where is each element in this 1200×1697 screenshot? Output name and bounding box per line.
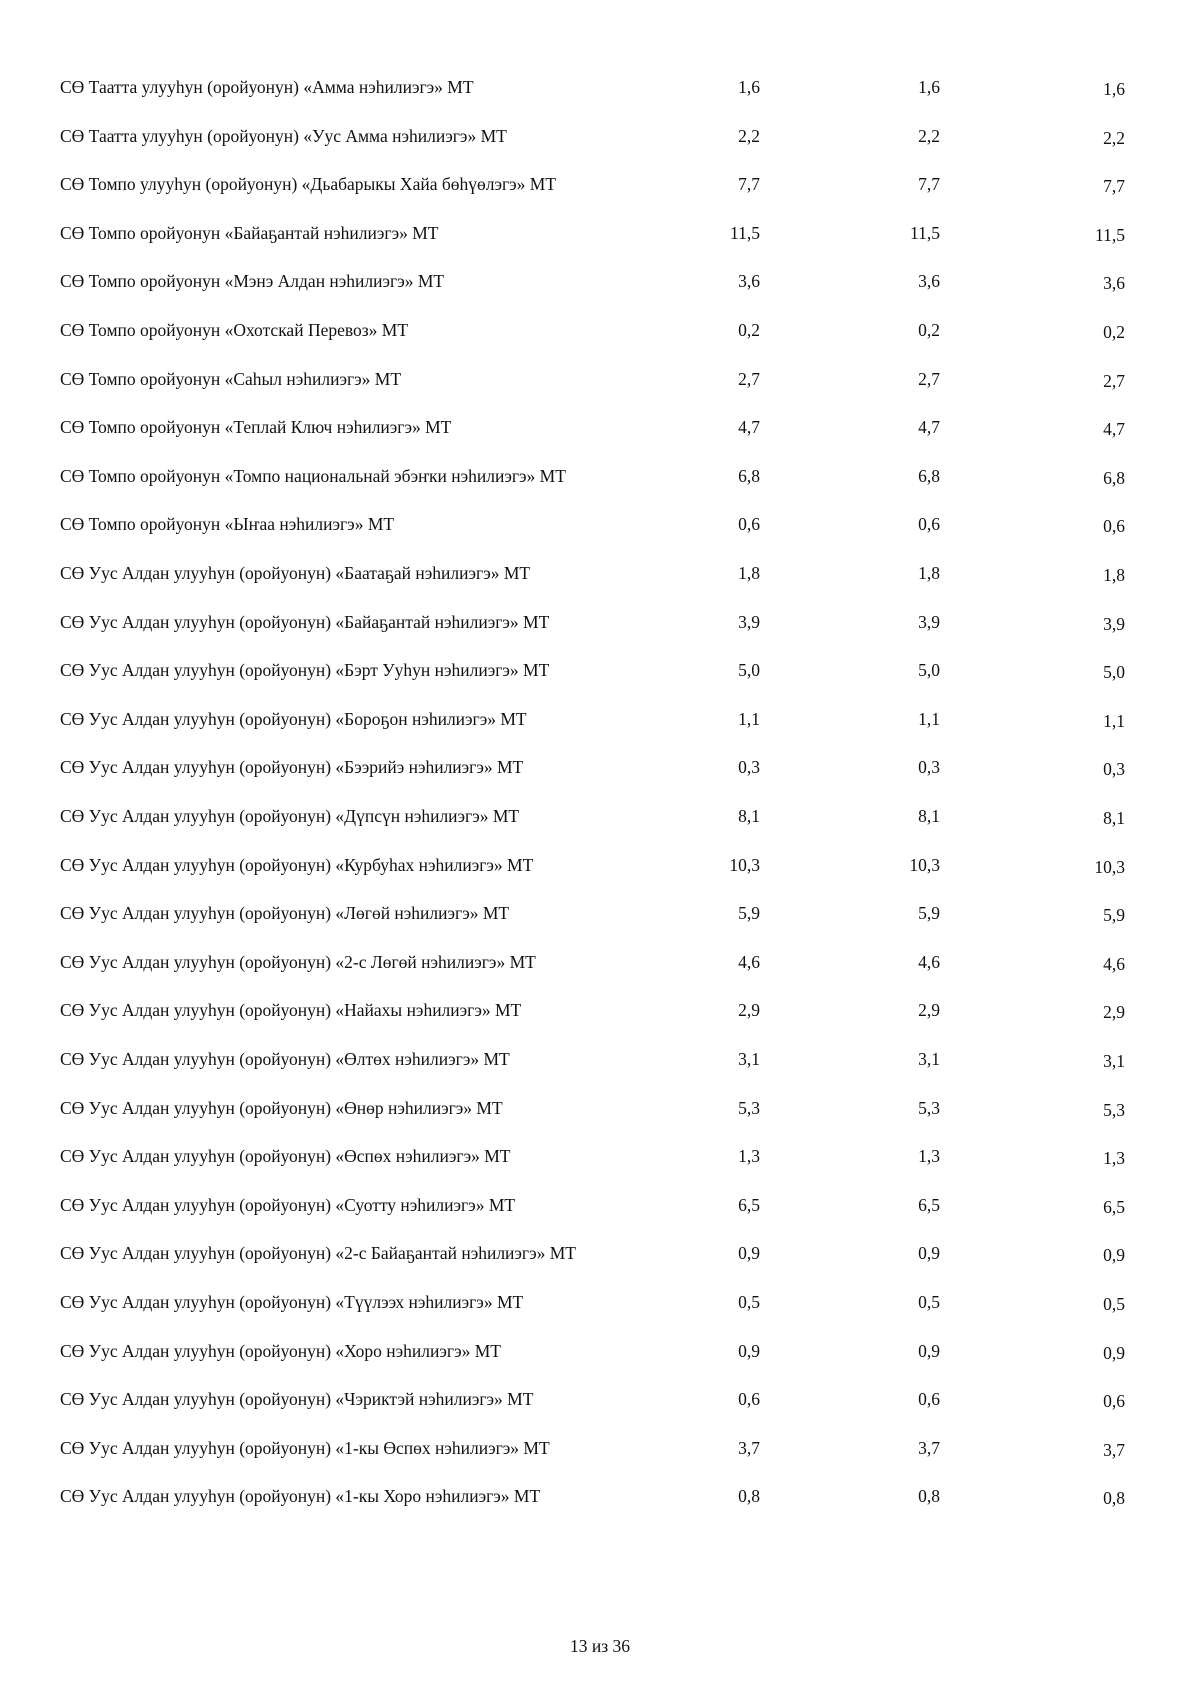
value-col-3: 3,1 [1103,1051,1125,1071]
value-col-1: 3,7 [738,1437,760,1458]
value-col-2: 2,7 [918,368,940,389]
organization-name: СӨ Уус Алдан улууһун (оройуонун) «Бэрт Ууһун нэһилиэгэ» МТ [60,660,550,681]
value-col-1: 1,8 [738,563,760,583]
organization-name: СӨ Томпо оройуонун «Мэнэ Алдан нэһилиэгэ» МТ [60,271,445,292]
value-col-1: 6,5 [738,1194,760,1215]
value-col-2: 5,0 [918,660,940,681]
organization-name: СӨ Уус Алдан улууһун (оройуонун) «Өнөр нэһилиэгэ» МТ [60,1097,503,1118]
value-col-2: 0,6 [918,1389,940,1410]
value-col-1: 0,3 [738,757,760,778]
value-col-1: 4,6 [738,951,760,972]
value-col-1: 11,5 [730,222,760,243]
value-col-3: 6,5 [1103,1196,1125,1217]
value-col-1: 8,1 [738,806,760,826]
value-col-1: 1,3 [738,1146,760,1167]
value-col-2: 4,6 [918,951,940,972]
organization-name: СӨ Уус Алдан улууһун (оройуонун) «Чэриктэй нэһилиэгэ» МТ [60,1389,534,1410]
value-col-2: 5,3 [918,1097,940,1118]
value-col-2: 1,1 [918,708,940,729]
value-col-2: 7,7 [918,174,940,195]
value-col-2: 3,9 [918,611,940,632]
value-col-3: 3,7 [1103,1439,1125,1460]
organization-name: СӨ Томпо оройуонун «Томпо национальнай эбэҥки нэһилиэгэ» МТ [60,465,566,486]
value-col-3: 0,5 [1103,1294,1125,1314]
value-col-2: 3,6 [918,271,940,292]
value-col-1: 7,7 [738,174,760,195]
value-col-3: 5,3 [1103,1099,1125,1120]
value-col-2: 2,9 [918,1000,940,1021]
value-col-3: 3,9 [1103,613,1125,634]
organization-name: СӨ Томпо улууһун (оройуонун) «Дьабарыкы Хайа бөһүөлэгэ» МТ [60,174,557,195]
value-col-2: 4,7 [918,417,940,438]
organization-name: СӨ Уус Алдан улууһун (оройуонун) «Түүлээх нэһилиэгэ» МТ [60,1292,524,1312]
value-col-1: 0,6 [738,1389,760,1410]
value-col-3: 10,3 [1094,856,1125,877]
value-col-3: 6,8 [1103,467,1125,488]
value-col-3: 5,9 [1103,905,1125,926]
value-col-2: 1,8 [918,563,940,583]
value-col-1: 0,9 [738,1340,760,1361]
organization-name: СӨ Уус Алдан улууһун (оройуонун) «Суотту нэһилиэгэ» МТ [60,1194,516,1215]
organization-name: СӨ Уус Алдан улууһун (оройуонун) «Дүпсүн нэһилиэгэ» МТ [60,806,520,826]
organization-name: СӨ Уус Алдан улууһун (оройуонун) «2-с Лөгөй нэһилиэгэ» МТ [60,951,536,972]
organization-name: СӨ Уус Алдан улууһун (оройуонун) «Лөгөй нэһилиэгэ» МТ [60,903,510,924]
organization-name: СӨ Таатта улууһун (оройуонун) «Амма нэһилиэгэ» МТ [60,77,474,97]
value-col-2: 0,5 [918,1292,940,1312]
value-col-3: 1,3 [1103,1148,1125,1169]
organization-name: СӨ Уус Алдан улууһун (оройуонун) «Бороҕон нэһилиэгэ» МТ [60,708,527,729]
organization-name: СӨ Уус Алдан улууһун (оройуонун) «Бээрийэ нэһилиэгэ» МТ [60,757,524,778]
value-col-3: 5,0 [1103,662,1125,683]
value-col-1: 2,9 [738,1000,760,1021]
value-col-3: 7,7 [1103,176,1125,197]
value-col-2: 0,3 [918,757,940,778]
value-col-3: 2,2 [1103,127,1125,148]
organization-name: СӨ Уус Алдан улууһун (оройуонун) «Байаҕантай нэһилиэгэ» МТ [60,611,550,632]
organization-name: СӨ Томпо оройуонун «Байаҕантай нэһилиэгэ» МТ [60,222,439,243]
value-col-1: 2,7 [738,368,760,389]
value-col-3: 2,9 [1103,1002,1125,1023]
value-col-3: 2,7 [1103,370,1125,391]
value-col-1: 10,3 [729,854,760,875]
value-col-1: 3,9 [738,611,760,632]
value-col-1: 6,8 [738,465,760,486]
organization-name: СӨ Уус Алдан улууһун (оройуонун) «2-с Байаҕантай нэһилиэгэ» МТ [60,1243,576,1264]
value-col-3: 0,6 [1103,1391,1125,1412]
value-col-3: 0,3 [1103,759,1125,780]
value-col-3: 11,5 [1095,224,1125,245]
value-col-1: 0,5 [738,1292,760,1312]
value-col-3: 0,9 [1103,1342,1125,1363]
value-col-1: 0,2 [738,320,760,340]
value-col-2: 11,5 [910,222,940,243]
value-col-1: 3,1 [738,1049,760,1069]
value-col-3: 1,1 [1103,710,1125,731]
page-number: 13 из 36 [569,1636,631,1656]
value-col-1: 2,2 [738,125,760,146]
value-col-1: 1,6 [738,77,760,97]
organization-name: СӨ Таатта улууһун (оройуонун) «Уус Амма нэһилиэгэ» МТ [60,125,507,146]
organization-name: СӨ Уус Алдан улууһун (оройуонун) «Хоро нэһилиэгэ» МТ [60,1340,501,1361]
value-col-1: 4,7 [738,417,760,438]
value-col-1: 3,6 [738,271,760,292]
value-col-3: 0,8 [1103,1488,1125,1509]
value-col-3: 0,9 [1103,1245,1125,1266]
value-col-2: 2,2 [918,125,940,146]
value-col-3: 8,1 [1103,808,1125,828]
value-col-2: 8,1 [918,806,940,826]
organization-name: СӨ Томпо оройуонун «Саһыл нэһилиэгэ» МТ [60,368,402,389]
value-col-2: 0,2 [918,320,940,340]
value-col-1: 0,6 [738,514,760,535]
organization-name: СӨ Уус Алдан улууһун (оройуонун) «Курбуһах нэһилиэгэ» МТ [60,854,534,875]
value-col-2: 0,6 [918,514,940,535]
value-col-2: 0,8 [918,1486,940,1507]
value-col-1: 5,3 [738,1097,760,1118]
value-col-1: 5,9 [738,903,760,924]
value-col-3: 4,7 [1103,419,1125,440]
organization-name: СӨ Уус Алдан улууһун (оройуонун) «1-кы Хоро нэһилиэгэ» МТ [60,1486,541,1507]
organization-name: СӨ Уус Алдан улууһун (оройуонун) «Найахы нэһилиэгэ» МТ [60,1000,522,1021]
value-col-2: 6,5 [918,1194,940,1215]
value-col-2: 1,6 [918,77,940,97]
organization-name: СӨ Уус Алдан улууһун (оройуонун) «Баатаҕай нэһилиэгэ» МТ [60,563,531,583]
organization-name: СӨ Уус Алдан улууһун (оройуонун) «Өспөх нэһилиэгэ» МТ [60,1146,511,1167]
value-col-2: 1,3 [918,1146,940,1167]
value-col-2: 3,7 [918,1437,940,1458]
organization-name: СӨ Уус Алдан улууһун (оройуонун) «Өлтөх нэһилиэгэ» МТ [60,1049,510,1069]
value-col-1: 1,1 [738,708,760,729]
value-col-2: 10,3 [909,854,940,875]
value-col-2: 0,9 [918,1340,940,1361]
value-col-2: 3,1 [918,1049,940,1069]
value-col-2: 6,8 [918,465,940,486]
organization-name: СӨ Уус Алдан улууһун (оройуонун) «1-кы Өспөх нэһилиэгэ» МТ [60,1437,550,1458]
value-col-2: 0,9 [918,1243,940,1264]
value-col-3: 4,6 [1103,953,1125,974]
organization-name: СӨ Томпо оройуонун «Теплай Ключ нэһилиэгэ» МТ [60,417,452,438]
value-col-1: 0,8 [738,1486,760,1507]
value-col-3: 3,6 [1103,273,1125,294]
value-col-1: 5,0 [738,660,760,681]
value-col-2: 5,9 [918,903,940,924]
value-col-3: 0,6 [1103,516,1125,537]
value-col-1: 0,9 [738,1243,760,1264]
organization-name: СӨ Томпо оройуонун «Ыҥаа нэһилиэгэ» МТ [60,514,395,535]
value-col-3: 0,2 [1103,322,1125,342]
value-col-3: 1,6 [1103,79,1125,99]
value-col-3: 1,8 [1103,565,1125,585]
organization-name: СӨ Томпо оройуонун «Охотскай Перевоз» МТ [60,320,409,340]
